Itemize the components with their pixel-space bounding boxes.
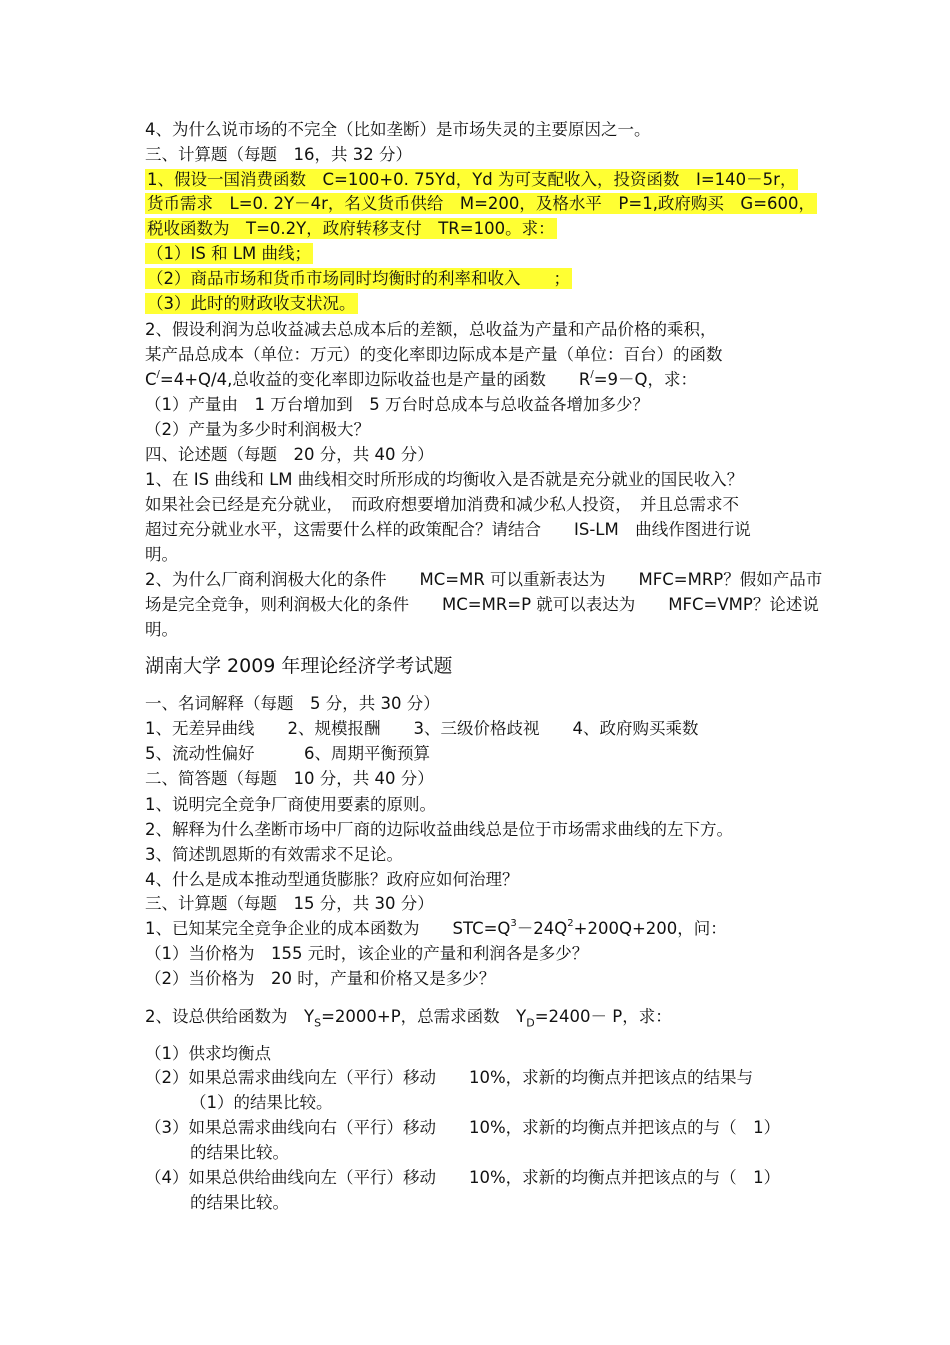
short-header: 二、简答题（每题 10 分，共 40 分） [145,769,434,788]
calc2009-q1-line1: 1、已知某完全竞争企业的成本函数为 $STC=Q^3-24Q^2+200Q+200$，问： [145,918,727,938]
essay2-line3: 明。 [145,620,178,639]
calc2009-q1-sub1: （1）当价格为 155 元时，该企业的产量和利润各是多少？ [145,944,589,963]
calc2-sub1: （1）产量由 1 万台增加到 5 万台时总成本与总收益各增加多少？ [145,395,649,414]
calc1-sub1: （1）IS 和 LM 曲线； [147,244,312,263]
calc1-line1: 1、假设一国消费函数 C=100+0. 75Yd，Yd 为可支配收入，投资函数 I=140－5r， [147,170,797,189]
calc2009-q2-sub2b: （1）的结果比较。 [190,1093,333,1112]
exam-title: 湖南大学 2009 年理论经济学考试题 [145,655,453,677]
calc1-line3: 税收函数为 T=0.2Y，政府转移支付 TR=100。求： [147,219,555,238]
calc-header-2009: 三、计算题（每题 15 分，共 30 分） [145,894,434,913]
essay1-line3: 超过充分就业水平，这需要什么样的政策配合？请结合 IS-LM 曲线作图进行说 [145,520,751,539]
calc2009-q2-sub1: （1）供求均衡点 [145,1044,271,1063]
essay2-line1: 2、为什么厂商利润极大化的条件 MC=MR 可以重新表达为 MFC=MRP？假如产品市 [145,570,823,589]
short-q4: 4、什么是成本推动型通货膨胀？政府应如何治理？ [145,870,519,889]
calc2009-q2-sub2a: （2）如果总需求曲线向左（平行）移动 10%，求新的均衡点并把该点的结果与 [145,1068,754,1087]
essay-section-header: 四、论述题（每题 20 分，共 40 分） [145,445,434,464]
essay1-line4: 明。 [145,545,178,564]
calc2-line2: 某产品总成本（单位：万元）的变化率即边际成本是产量（单位：百台）的函数 [145,345,723,364]
calc2009-q2-sub4a: （4）如果总供给曲线向左（平行）移动 10%，求新的均衡点并把该点的与（ 1） [145,1168,781,1187]
essay1-line2: 如果社会已经是充分就业， 而政府想要增加消费和减少私人投资， 并且总需求不 [145,495,739,514]
terms-line1: 1、无差异曲线 2、规模报酬 3、三级价格歧视 4、政府购买乘数 [145,719,699,738]
calc1-sub3: （3）此时的财政收支状况。 [147,294,356,313]
essay2-line2: 场是完全竞争，则利润极大化的条件 MC=MR=P 就可以表达为 MFC=VMP？论述说 [145,595,819,614]
calc2009-q2-sub3b: 的结果比较。 [190,1143,289,1162]
calc2009-q1-sub2: （2）当价格为 20 时，产量和价格又是多少？ [145,969,496,988]
terms-line2: 5、流动性偏好 6、周期平衡预算 [145,744,430,763]
calc2-sub2: （2）产量为多少时利润极大？ [145,420,370,439]
short-q3: 3、简述凯恩斯的有效需求不足论。 [145,845,403,864]
calc2009-q2-sub3a: （3）如果总需求曲线向右（平行）移动 10%，求新的均衡点并把该点的与（ 1） [145,1118,781,1137]
short-q1: 1、说明完全竞争厂商使用要素的原则。 [145,795,436,814]
calc2009-q2-line1: 2、设总供给函数为 $Y_S=2000+P$，总需求函数 $Y_D=2400- P$，求： [145,1007,672,1030]
calc-section-header: 三、计算题（每题 16，共 32 分） [145,145,412,164]
short-q2: 2、解释为什么垄断市场中厂商的边际收益曲线总是位于市场需求曲线的左下方。 [145,820,733,839]
calc2-line1: 2、假设利润为总收益减去总成本后的差额，总收益为产量和产品价格的乘积， [145,320,717,339]
calc2009-q2-sub4b: 的结果比较。 [190,1193,289,1212]
terms-header: 一、名词解释（每题 5 分，共 30 分） [145,694,440,713]
calc2-line3: C/=4+Q/4,总收益的变化率即边际收益也是产量的函数 R/=9－Q，求： [145,369,697,389]
calc1-sub2: （2）商品市场和货币市场同时均衡时的利率和收入 ； [147,269,570,288]
question-4: 4、为什么说市场的不完全（比如垄断）是市场失灵的主要原因之一。 [145,120,651,139]
essay1-line1: 1、在 IS 曲线和 LM 曲线相交时所形成的均衡收入是否就是充分就业的国民收入？ [145,470,744,489]
calc1-line2: 货币需求 L=0. 2Y－4r，名义货币供给 M=200，及格水平 P=1,政府购买 G=600， [147,194,816,213]
